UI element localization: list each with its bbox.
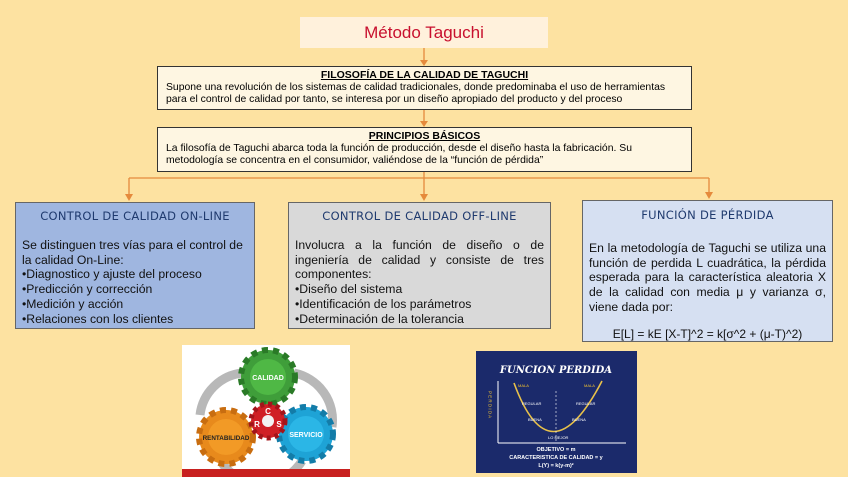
- page-title: Método Taguchi: [300, 17, 548, 48]
- online-intro: Se distinguen tres vías para el control de la calidad On-Line:: [22, 237, 243, 267]
- philosophy-line-2: para el control de calidad por tanto, se interesa por un diseño apropiado del producto y del proceso: [166, 94, 623, 105]
- principles-line-2: metodología se concentra en el consumidor, valiéndose de la “función de pérdida”: [166, 155, 544, 166]
- label-buena-left: BUENA: [528, 417, 542, 422]
- gear-letter-r: R: [254, 420, 260, 429]
- loss-function-card: [582, 200, 833, 342]
- red-bar: [182, 469, 350, 477]
- gear-label-rentabilidad: RENTABILIDAD: [202, 435, 250, 442]
- philosophy-heading: FILOSOFÍA DE LA CALIDAD DE TAGUCHI: [320, 69, 529, 81]
- online-item: •Diagnostico y ajuste del proceso: [22, 267, 202, 282]
- offline-item: •Identificación de los parámetros: [295, 296, 472, 311]
- label-mala-left: MALA: [518, 383, 529, 388]
- label-regular-left: REGULAR: [522, 401, 542, 406]
- loss-chart-title: FUNCION PERDIDA: [499, 365, 613, 376]
- offline-item: •Determinación de la tolerancia: [295, 311, 464, 326]
- loss-curve-illustration: [476, 351, 637, 473]
- servicio-gear: [279, 407, 333, 461]
- label-regular-right: REGULAR: [576, 401, 596, 406]
- principles-line-1: La filosofía de Taguchi abarca toda la función de producción, desde el diseño hasta la fabricación. Su: [166, 142, 632, 154]
- offline-control-card: [288, 202, 551, 329]
- label-buena-right: BUENA: [572, 417, 586, 422]
- online-item: •Relaciones con los clientes: [22, 311, 174, 326]
- offline-intro: Involucra a la función de diseño o de ingeniería de calidad y consiste de tres componentes:: [295, 237, 544, 282]
- calidad-gear: [241, 350, 295, 404]
- loss-chart-formula: L(Y) = k(y-m)²: [538, 463, 574, 469]
- philosophy-line-1: Supone una revolución de los sistemas de calidad tradicionales, donde predominaba el uso de herramientas: [166, 81, 666, 93]
- online-control-card: [15, 202, 255, 329]
- loss-function-image: [476, 351, 637, 473]
- gear-label-calidad: CALIDAD: [252, 375, 284, 382]
- crs-gear: [251, 404, 285, 438]
- rentabilidad-gear: [199, 410, 253, 464]
- gear-letter-s: S: [276, 420, 282, 429]
- loss-formula: E[L] = kE [X-T]^2 = k[σ^2 + (μ-T)^2): [612, 326, 803, 341]
- gears-illustration: [182, 345, 350, 477]
- principles-heading: PRINCIPIOS BÁSICOS: [368, 130, 481, 142]
- offline-title: CONTROL DE CALIDAD OFF-LINE: [322, 209, 517, 223]
- loss-text: En la metodología de Taguchi se utiliza una función de perdida L cuadrática, la pérdida esperada para la característica aleatoria X de la calidad con media μ y varianza σ, viene dada por:: [589, 240, 826, 314]
- loss-chart-objective: OBJETIVO = m: [536, 447, 576, 453]
- online-item: •Predicción y corrección: [22, 282, 153, 297]
- online-title: CONTROL DE CALIDAD ON-LINE: [40, 209, 230, 223]
- online-item: •Medición y acción: [22, 296, 124, 311]
- loss-chart-ylabel: P E R D I D A: [487, 391, 493, 419]
- loss-chart-xlabel: CARACTERISTICA DE CALIDAD = y: [509, 455, 603, 461]
- offline-item: •Diseño del sistema: [295, 282, 403, 297]
- gear-letter-c: C: [265, 407, 271, 416]
- loss-title: FUNCIÓN DE PÉRDIDA: [641, 208, 774, 222]
- philosophy-box: [157, 66, 692, 110]
- label-lo-mejor: LO MEJOR: [548, 435, 569, 440]
- gears-image: [182, 345, 350, 477]
- label-mala-right: MALA: [584, 383, 595, 388]
- principles-box: [157, 127, 692, 172]
- gear-label-servicio: SERVICIO: [289, 432, 323, 439]
